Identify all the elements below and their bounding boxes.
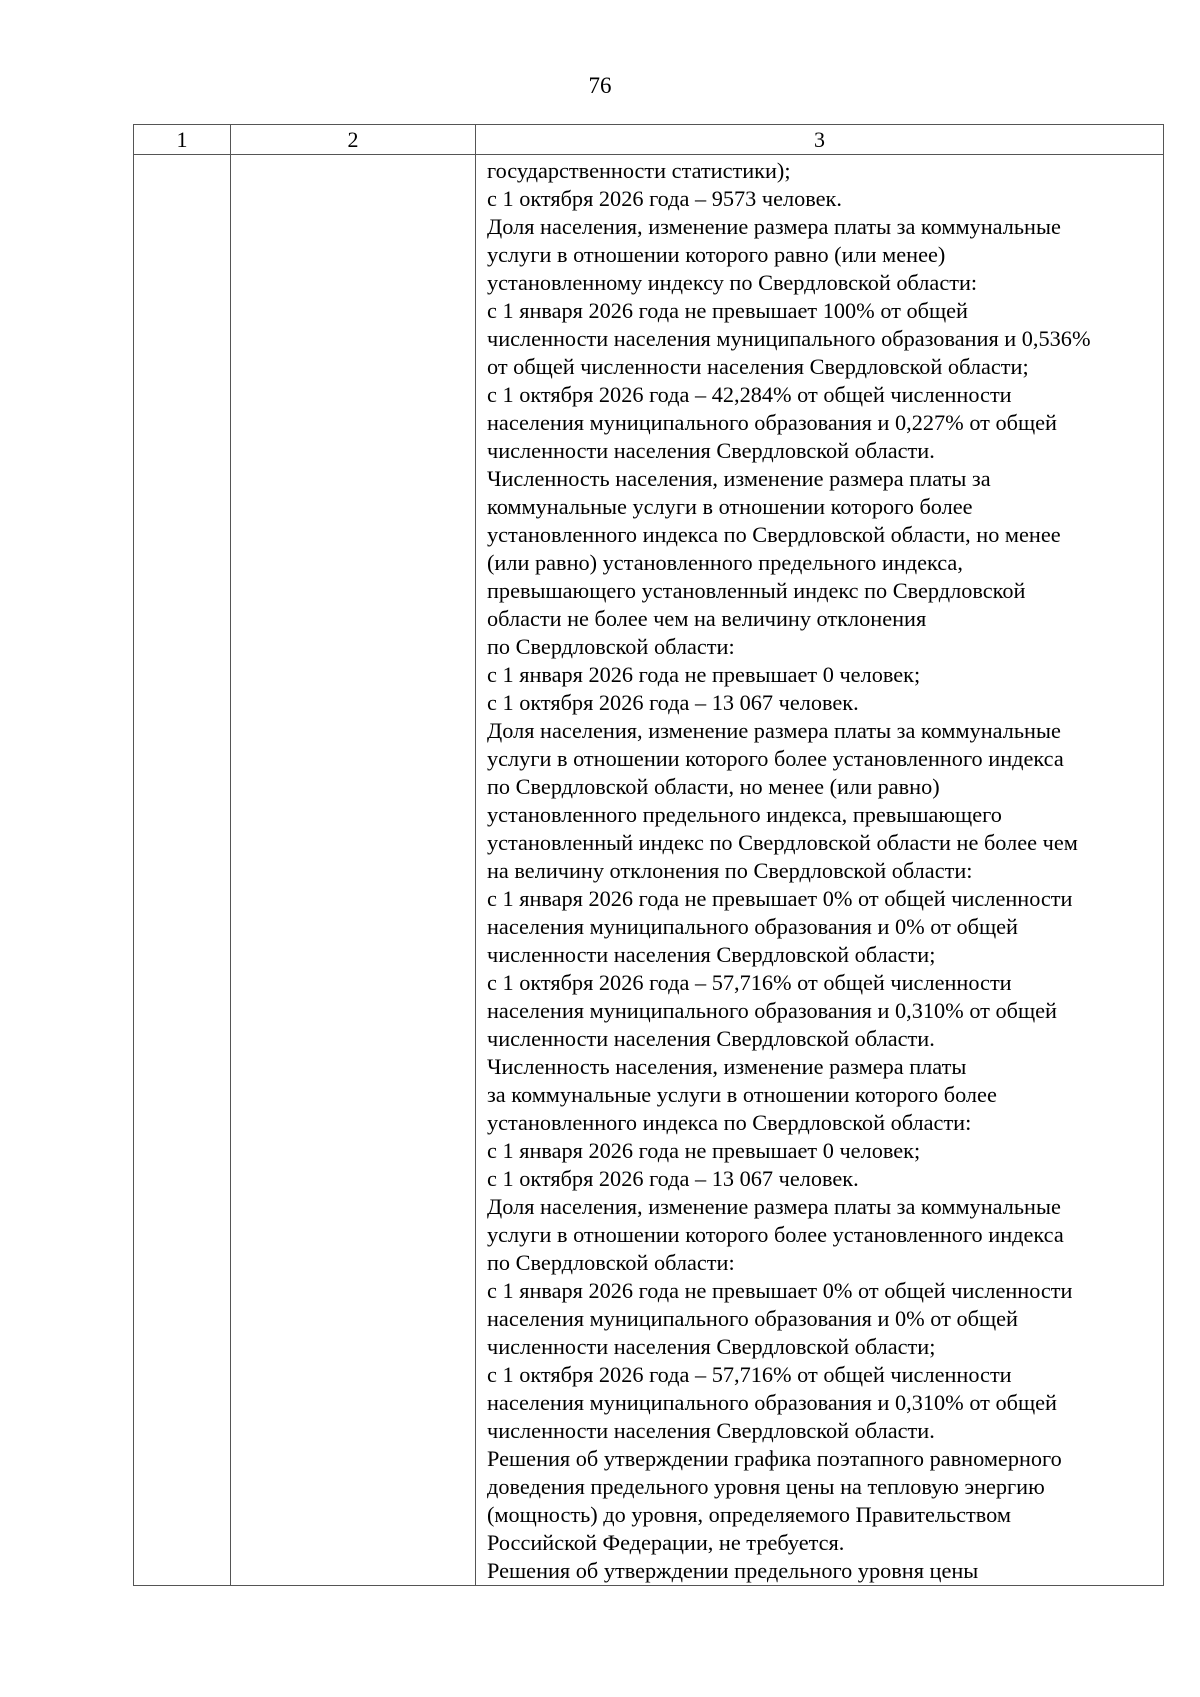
text-line: установленного индекса по Свердловской области:: [487, 1110, 972, 1135]
text-line: Доля населения, изменение размера платы за коммунальные: [487, 718, 1061, 743]
text-line: от общей численности населения Свердловской области;: [487, 354, 1029, 379]
text-line: Численность населения, изменение размера платы за: [487, 466, 991, 491]
text-line: с 1 января 2026 года не превышает 0% от общей численности: [487, 886, 1073, 911]
text-line: с 1 октября 2026 года – 57,716% от общей численности: [487, 970, 1012, 995]
text-line: населения муниципального образования и 0,310% от общей: [487, 998, 1057, 1023]
text-line: с 1 октября 2026 года – 57,716% от общей численности: [487, 1362, 1012, 1387]
text-line: коммунальные услуги в отношении которого более: [487, 494, 973, 519]
text-line: Российской Федерации, не требуется.: [487, 1530, 845, 1555]
text-line: за коммунальные услуги в отношении которого более: [487, 1082, 997, 1107]
text-line: по Свердловской области:: [487, 1250, 735, 1275]
text-line: численности населения Свердловской области;: [487, 1334, 936, 1359]
text-line: (или равно) установленного предельного индекса,: [487, 550, 963, 575]
text-line: области не более чем на величину отклонения: [487, 606, 927, 631]
text-line: с 1 января 2026 года не превышает 0 человек;: [487, 1138, 921, 1163]
text-line: численности населения муниципального образования и 0,536%: [487, 326, 1091, 351]
text-line: с 1 января 2026 года не превышает 0 человек;: [487, 662, 921, 687]
text-line: Решения об утверждении графика поэтапного равномерного: [487, 1446, 1062, 1471]
column-3-cell: [476, 155, 1164, 1586]
text-line: численности населения Свердловской области;: [487, 942, 936, 967]
text-line: государственности статистики);: [487, 158, 791, 183]
text-line: по Свердловской области:: [487, 634, 735, 659]
column-1-cell: [134, 155, 231, 1586]
text-line: доведения предельного уровня цены на тепловую энергию: [487, 1474, 1045, 1499]
text-line: с 1 октября 2026 года – 13 067 человек.: [487, 1166, 859, 1191]
text-line: установленного индекса по Свердловской области, но менее: [487, 522, 1061, 547]
text-line: с 1 октября 2026 года – 42,284% от общей численности: [487, 382, 1012, 407]
column-3-text: [476, 155, 1163, 1585]
text-line: установленный индекс по Свердловской области не более чем: [487, 830, 1078, 855]
column-2-cell: [231, 155, 476, 1586]
text-line: по Свердловской области, но менее (или равно): [487, 774, 940, 799]
column-header-2: 2: [231, 125, 476, 155]
text-line: (мощность) до уровня, определяемого Правительством: [487, 1502, 1011, 1527]
table-header-row: [134, 125, 1164, 155]
text-line: населения муниципального образования и 0% от общей: [487, 1306, 1018, 1331]
text-line: численности населения Свердловской области.: [487, 438, 935, 463]
table-row: [134, 155, 1164, 1586]
text-line: с 1 января 2026 года не превышает 100% от общей: [487, 298, 968, 323]
text-line: услуги в отношении которого более установленного индекса: [487, 1222, 1064, 1247]
text-line: услуги в отношении которого более установленного индекса: [487, 746, 1064, 771]
text-line: установленного предельного индекса, превышающего: [487, 802, 1002, 827]
page-number: 76: [588, 73, 612, 98]
text-line: населения муниципального образования и 0,310% от общей: [487, 1390, 1057, 1415]
text-line: численности населения Свердловской области.: [487, 1418, 935, 1443]
text-line: Доля населения, изменение размера платы за коммунальные: [487, 1194, 1061, 1219]
text-line: с 1 января 2026 года не превышает 0% от общей численности: [487, 1278, 1073, 1303]
document-table: [133, 124, 1164, 1586]
column-header-1: 1: [134, 125, 231, 155]
text-line: услуги в отношении которого равно (или менее): [487, 242, 946, 267]
text-line: Доля населения, изменение размера платы за коммунальные: [487, 214, 1061, 239]
text-line: Численность населения, изменение размера платы: [487, 1054, 967, 1079]
text-line: населения муниципального образования и 0,227% от общей: [487, 410, 1057, 435]
text-line: на величину отклонения по Свердловской области:: [487, 858, 973, 883]
column-header-3: 3: [476, 125, 1164, 155]
text-line: установленному индексу по Свердловской области:: [487, 270, 978, 295]
text-line: с 1 октября 2026 года – 9573 человек.: [487, 186, 842, 211]
text-line: населения муниципального образования и 0% от общей: [487, 914, 1018, 939]
text-line: Решения об утверждении предельного уровня цены: [487, 1558, 979, 1583]
text-line: численности населения Свердловской области.: [487, 1026, 935, 1051]
text-line: превышающего установленный индекс по Свердловской: [487, 578, 1026, 603]
text-line: с 1 октября 2026 года – 13 067 человек.: [487, 690, 859, 715]
